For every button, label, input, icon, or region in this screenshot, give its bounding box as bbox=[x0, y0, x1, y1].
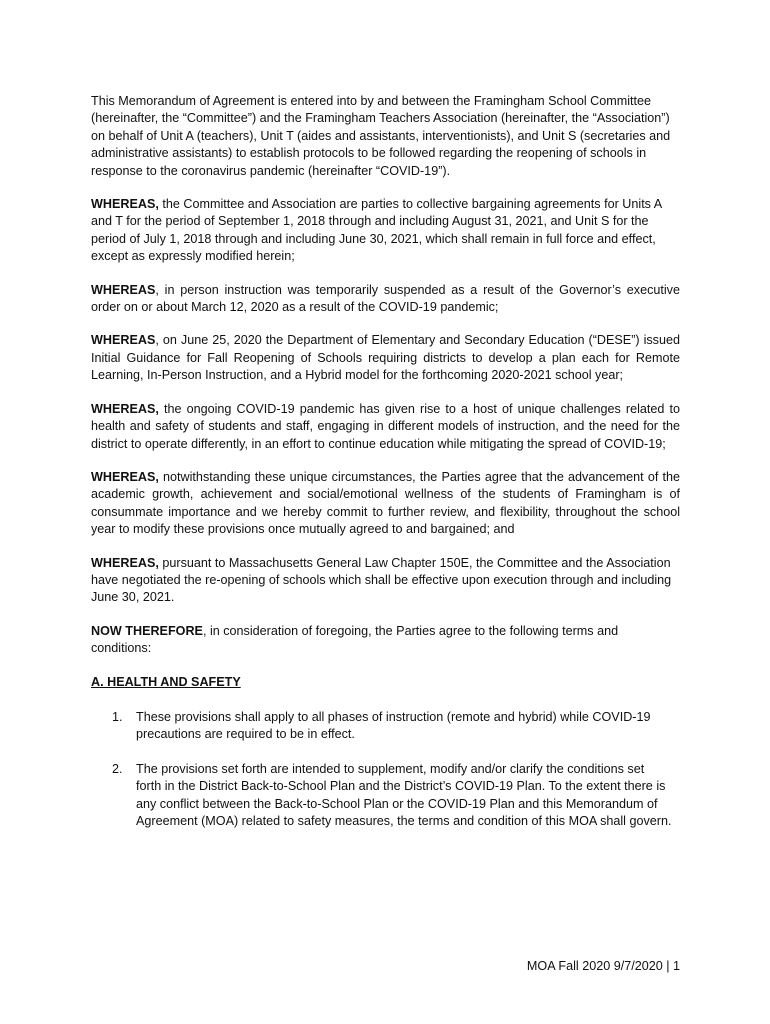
provisions-list bbox=[91, 709, 680, 830]
page-footer: MOA Fall 2020 9/7/2020 | 1 bbox=[526, 959, 680, 973]
list-item-text: The provisions set forth are intended to supplement, modify and/or clarify the conditions set forth in the District Back-to-School Plan and the District’s COVID-19 Plan. To the extent there is any conflict between the Back-to-School Plan or the COVID-19 Plan and this Memorandum of Agreement (MOA) related to safety measures, the terms and condition of this MOA shall govern. bbox=[136, 761, 672, 828]
whereas-text: the Committee and Association are parties to collective bargaining agreements for Units A and T for the period of September 1, 2018 through and including August 31, 2021, and Unit S for the period of July 1, 2018 through and including June 30, 2021, which shall remain in full force and effect, except as expressly modified herein; bbox=[91, 197, 662, 264]
whereas-keyword: WHEREAS, bbox=[91, 469, 159, 484]
list-number: 2. bbox=[112, 761, 123, 776]
whereas-text: , on June 25, 2020 the Department of Elementary and Secondary Education (“DESE”) issued Initial Guidance for Fall Reopening of Schools requiring districts to develop a plan each for Remote Learning, In-Person Instruction, and a Hybrid model for the forthcoming 2020-2021 school year; bbox=[91, 333, 680, 383]
list-item bbox=[91, 709, 680, 744]
intro-paragraph: This Memorandum of Agreement is entered into by and between the Framingham School Committee (hereinafter, the “Committee”) and the Framingham Teachers Association (hereinafter, the “Association”) on behalf of Unit A (teachers), Unit T (aides and assistants, interventionists), and Unit S (secretaries and administrative assistants) to establish protocols to be followed regarding the reopening of schools in response to the coronavirus pandemic (hereinafter “COVID-19”). bbox=[91, 94, 671, 178]
list-item-text: These provisions shall apply to all phases of instruction (remote and hybrid) while COVID-19 precautions are required to be in effect. bbox=[136, 709, 651, 742]
whereas-paragraph-2 bbox=[91, 282, 680, 317]
whereas-paragraph-6 bbox=[91, 555, 680, 607]
now-therefore-keyword: NOW THEREFORE bbox=[91, 623, 203, 638]
whereas-keyword: WHEREAS bbox=[91, 333, 156, 348]
whereas-text: notwithstanding these unique circumstances, the Parties agree that the advancement of the academic growth, achievement and social/emotional wellness of the students of Framingham is of consummate importance and we hereby commit to further review, and flexibility, throughout the school year to modify these provisions once mutually agreed to and bargained; and bbox=[91, 469, 680, 537]
whereas-text: the ongoing COVID-19 pandemic has given rise to a host of unique challenges related to health and safety of students and staff, engaging in different models of instruction, and the need for the district to operate differently, in an effort to continue education while mitigating the spread of COVID-19; bbox=[91, 401, 680, 451]
whereas-paragraph-3 bbox=[91, 332, 680, 384]
whereas-paragraph-4 bbox=[91, 401, 680, 453]
now-therefore-paragraph bbox=[91, 623, 680, 658]
whereas-paragraph-1 bbox=[91, 196, 680, 266]
now-therefore-text: , in consideration of foregoing, the Parties agree to the following terms and conditions: bbox=[91, 623, 619, 656]
whereas-text: pursuant to Massachusetts General Law Chapter 150E, the Committee and the Association have negotiated the re-opening of schools which shall be effective upon execution through and including June 30, 2021. bbox=[91, 555, 672, 605]
whereas-keyword: WHEREAS, bbox=[91, 197, 159, 212]
section-heading: A. HEALTH AND SAFETY bbox=[91, 674, 241, 689]
whereas-keyword: WHEREAS, bbox=[91, 401, 159, 416]
list-item bbox=[91, 761, 680, 831]
whereas-keyword: WHEREAS, bbox=[91, 555, 159, 570]
whereas-keyword: WHEREAS bbox=[91, 282, 156, 297]
list-number: 1. bbox=[112, 709, 123, 724]
document-body bbox=[91, 93, 680, 847]
whereas-text: , in person instruction was temporarily suspended as a result of the Governor’s executive order on or about March 12, 2020 as a result of the COVID-19 pandemic; bbox=[91, 282, 680, 315]
whereas-paragraph-5 bbox=[91, 469, 680, 539]
